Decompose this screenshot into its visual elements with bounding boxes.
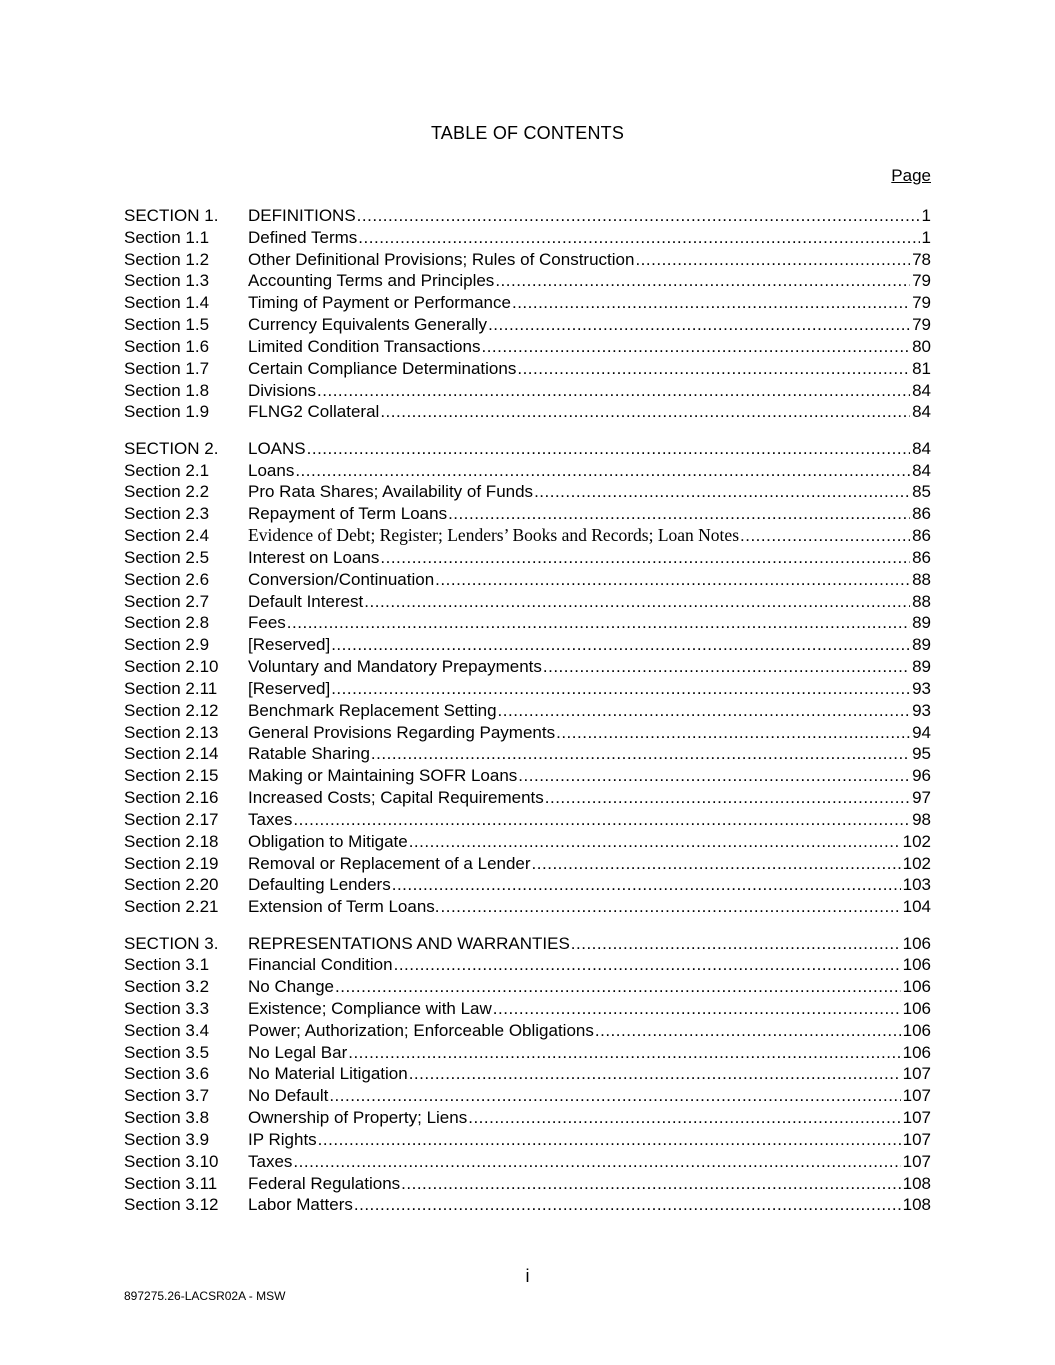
toc-entry-page: 86 <box>912 547 931 567</box>
toc-subsection-row[interactable] <box>124 1020 931 1042</box>
toc-subsection-row[interactable] <box>124 998 931 1020</box>
toc-entry-number: Section 1.4 <box>124 293 210 313</box>
toc-entry-number: SECTION 1. <box>124 206 219 225</box>
dot-leader <box>435 569 910 591</box>
dot-leader <box>495 270 910 292</box>
toc-entry-title-wrap <box>248 896 903 918</box>
toc-entry-title-wrap <box>248 503 912 525</box>
toc-entry-page: 107 <box>902 1086 931 1106</box>
toc-entry-page: 78 <box>912 249 931 269</box>
toc-section-row[interactable] <box>124 933 931 955</box>
dot-leader <box>317 380 910 402</box>
toc-entry-page: 84 <box>912 460 931 480</box>
dot-leader <box>512 292 910 314</box>
toc-entry-title-wrap <box>248 525 912 547</box>
toc-entry-number: Section 2.12 <box>124 700 219 720</box>
dot-leader <box>543 656 910 678</box>
toc-entry-number: Section 2.8 <box>124 613 210 633</box>
toc-entry-title-wrap <box>248 1194 903 1216</box>
toc-entry-title: Loans <box>248 460 295 480</box>
dot-leader <box>488 314 910 336</box>
dot-leader <box>448 503 910 525</box>
toc-section-row[interactable] <box>124 438 931 460</box>
toc-entry-title-wrap <box>248 787 912 809</box>
toc-subsection-row[interactable] <box>124 547 931 569</box>
dot-leader <box>295 460 910 482</box>
dot-leader <box>532 853 901 875</box>
toc-entry-page: 107 <box>902 1064 931 1084</box>
toc-entry-number: SECTION 2. <box>124 438 219 458</box>
toc-entry-page: 108 <box>902 1173 931 1193</box>
footer-page-number: i <box>525 1266 530 1286</box>
toc-subsection-row[interactable] <box>124 1129 931 1151</box>
toc-entry-number: Section 3.8 <box>124 1108 210 1128</box>
toc-entry-number: Section 2.17 <box>124 809 219 829</box>
toc-subsection-row[interactable] <box>124 954 931 976</box>
toc-entry-number: Section 2.9 <box>124 635 210 655</box>
page-column-heading: Page <box>891 166 931 185</box>
toc-entry-title: Existence; Compliance with Law <box>248 998 492 1018</box>
toc-entry-title: No Legal Bar <box>248 1042 348 1062</box>
toc-entry-title: Defaulting Lenders <box>248 875 391 895</box>
toc-entry-title-wrap <box>248 1129 903 1151</box>
toc-entry-page: 104 <box>902 897 931 917</box>
table-of-contents <box>124 205 931 1231</box>
toc-entry-page: 106 <box>902 1020 931 1040</box>
toc-subsection-row[interactable] <box>124 227 931 249</box>
dot-leader <box>545 787 910 809</box>
toc-subsection-row[interactable] <box>124 1151 931 1173</box>
toc-entry-number: Section 1.8 <box>124 380 210 400</box>
dot-leader <box>364 591 910 613</box>
dot-leader <box>331 678 910 700</box>
toc-entry-title-wrap <box>248 249 912 271</box>
toc-entry-page: 1 <box>921 206 931 225</box>
toc-subsection-row[interactable] <box>124 525 931 547</box>
toc-subsection-row[interactable] <box>124 743 931 765</box>
toc-entry-title: Timing of Payment or Performance <box>248 293 511 313</box>
toc-subsection-row[interactable] <box>124 1042 931 1064</box>
toc-entry-title-wrap <box>248 1063 903 1085</box>
toc-entry-page: 98 <box>912 809 931 829</box>
toc-subsection-row[interactable] <box>124 292 931 314</box>
toc-entry-title-wrap <box>248 205 922 227</box>
toc-subsection-row[interactable] <box>124 336 931 358</box>
toc-entry-page: 106 <box>902 955 931 975</box>
toc-section-group <box>124 205 931 423</box>
toc-entry-title-wrap <box>248 809 912 831</box>
dot-leader <box>740 525 910 547</box>
dot-leader <box>493 998 901 1020</box>
toc-entry-title: Currency Equivalents Generally <box>248 315 488 335</box>
toc-subsection-row[interactable] <box>124 765 931 787</box>
toc-entry-number: Section 3.4 <box>124 1020 210 1040</box>
toc-entry-number: Section 2.16 <box>124 788 219 808</box>
toc-entry-number: Section 2.15 <box>124 766 219 786</box>
toc-subsection-row[interactable] <box>124 1107 931 1129</box>
toc-entry-title-wrap <box>248 380 912 402</box>
toc-entry-title-wrap <box>248 1173 903 1195</box>
toc-entry-title-wrap <box>248 227 922 249</box>
toc-subsection-row[interactable] <box>124 1173 931 1195</box>
toc-subsection-row[interactable] <box>124 503 931 525</box>
toc-entry-title: Ownership of Property; Liens <box>248 1108 468 1128</box>
toc-entry-title-wrap <box>248 700 912 722</box>
dot-leader <box>331 634 910 656</box>
toc-entry-title: Ratable Sharing <box>248 744 370 764</box>
toc-entry-title: Interest on Loans <box>248 547 380 567</box>
toc-subsection-row[interactable] <box>124 358 931 380</box>
dot-leader <box>517 358 910 380</box>
toc-entry-number: Section 2.3 <box>124 504 210 524</box>
dot-leader <box>348 1042 900 1064</box>
toc-subsection-row[interactable] <box>124 612 931 634</box>
toc-subsection-row[interactable] <box>124 1085 931 1107</box>
toc-entry-number: Section 2.5 <box>124 547 210 567</box>
toc-subsection-row[interactable] <box>124 874 931 896</box>
toc-entry-title-wrap <box>248 998 903 1020</box>
toc-section-group <box>124 933 931 1217</box>
dot-leader <box>401 1173 900 1195</box>
toc-entry-title-wrap <box>248 292 912 314</box>
dot-leader <box>358 227 919 249</box>
toc-entry-page: 84 <box>912 380 931 400</box>
toc-entry-page: 84 <box>912 402 931 422</box>
toc-entry-title-wrap <box>248 1151 903 1173</box>
toc-entry-number: Section 2.11 <box>124 678 218 698</box>
toc-entry-title: Increased Costs; Capital Requirements <box>248 788 544 808</box>
toc-entry-title-wrap <box>248 547 912 569</box>
toc-entry-title: Making or Maintaining SOFR Loans <box>248 766 518 786</box>
toc-entry-page: 107 <box>902 1108 931 1128</box>
toc-entry-title: Evidence of Debt; Register; Lenders’ Books and Records; Loan Notes <box>248 525 739 546</box>
toc-subsection-row[interactable] <box>124 634 931 656</box>
toc-entry-page: 94 <box>912 722 931 742</box>
toc-entry-title-wrap <box>248 678 912 700</box>
dot-leader <box>468 1107 900 1129</box>
toc-entry-title: Extension of Term Loans. <box>248 897 440 917</box>
toc-entry-number: Section 2.21 <box>124 897 219 917</box>
toc-entry-title: Conversion/Continuation <box>248 569 435 589</box>
toc-entry-title: Federal Regulations <box>248 1173 401 1193</box>
toc-entry-page: 81 <box>912 358 931 378</box>
dot-leader <box>635 249 910 271</box>
dot-leader <box>354 1194 901 1216</box>
toc-entry-title-wrap <box>248 612 912 634</box>
toc-entry-title-wrap <box>248 314 912 336</box>
toc-subsection-row[interactable] <box>124 591 931 613</box>
toc-subsection-row[interactable] <box>124 656 931 678</box>
toc-title: TABLE OF CONTENTS <box>430 123 625 143</box>
toc-entry-title-wrap <box>248 336 912 358</box>
toc-entry-number: Section 2.13 <box>124 722 219 742</box>
toc-entry-page: 86 <box>912 526 931 546</box>
toc-entry-page: 89 <box>912 613 931 633</box>
toc-entry-number: Section 3.7 <box>124 1086 210 1106</box>
toc-entry-number: Section 2.4 <box>124 526 210 546</box>
toc-entry-page: 107 <box>902 1129 931 1149</box>
toc-entry-title: DEFINITIONS <box>248 206 356 225</box>
dot-leader <box>394 954 901 976</box>
toc-subsection-row[interactable] <box>124 460 931 482</box>
toc-entry-page: 106 <box>902 998 931 1018</box>
toc-subsection-row[interactable] <box>124 1063 931 1085</box>
toc-entry-page: 85 <box>912 482 931 502</box>
toc-entry-title: [Reserved] <box>248 678 331 698</box>
dot-leader <box>287 612 910 634</box>
toc-entry-title-wrap <box>248 1085 903 1107</box>
toc-entry-page: 86 <box>912 504 931 524</box>
toc-entry-page: 106 <box>902 977 931 997</box>
toc-entry-number: SECTION 3. <box>124 933 219 953</box>
toc-entry-number: Section 1.6 <box>124 336 210 356</box>
toc-entry-page: 84 <box>912 438 931 458</box>
toc-entry-page: 103 <box>902 875 931 895</box>
dot-leader <box>498 700 911 722</box>
toc-entry-number: Section 3.12 <box>124 1195 219 1215</box>
toc-entry-title: Certain Compliance Determinations <box>248 358 517 378</box>
toc-entry-title-wrap <box>248 933 903 955</box>
toc-entry-title: Divisions <box>248 380 317 400</box>
dot-leader <box>571 933 901 955</box>
toc-entry-title: Labor Matters <box>248 1195 353 1215</box>
toc-entry-page: 107 <box>902 1151 931 1171</box>
toc-entry-title: Obligation to Mitigate <box>248 831 408 851</box>
toc-entry-title: Financial Condition <box>248 955 393 975</box>
dot-leader <box>335 976 901 998</box>
toc-entry-title: Repayment of Term Loans <box>248 504 448 524</box>
toc-entry-number: Section 2.7 <box>124 591 210 611</box>
dot-leader <box>441 896 901 918</box>
toc-entry-title-wrap <box>248 874 903 896</box>
toc-entry-title: Taxes <box>248 809 293 829</box>
toc-subsection-row[interactable] <box>124 569 931 591</box>
toc-entry-title: [Reserved] <box>248 635 331 655</box>
dot-leader <box>409 831 901 853</box>
toc-entry-title-wrap <box>248 853 903 875</box>
toc-entry-number: Section 2.20 <box>124 875 219 895</box>
toc-entry-page: 80 <box>912 336 931 356</box>
toc-entry-number: Section 1.5 <box>124 315 210 335</box>
toc-subsection-row[interactable] <box>124 270 931 292</box>
dot-leader <box>481 336 910 358</box>
toc-entry-number: Section 1.2 <box>124 249 210 269</box>
toc-subsection-row[interactable] <box>124 401 931 423</box>
toc-entry-title: General Provisions Regarding Payments <box>248 722 556 742</box>
toc-entry-title-wrap <box>248 765 912 787</box>
toc-entry-number: Section 2.2 <box>124 482 210 502</box>
dot-leader <box>293 809 910 831</box>
toc-entry-title: Benchmark Replacement Setting <box>248 700 497 720</box>
toc-entry-title-wrap <box>248 1107 903 1129</box>
toc-entry-title-wrap <box>248 831 903 853</box>
toc-entry-page: 93 <box>912 700 931 720</box>
toc-entry-page: 108 <box>902 1195 931 1215</box>
toc-entry-title-wrap <box>248 743 912 765</box>
dot-leader <box>518 765 910 787</box>
toc-entry-page: 89 <box>912 635 931 655</box>
toc-entry-title: Other Definitional Provisions; Rules of Construction <box>248 249 635 269</box>
toc-entry-page: 102 <box>902 853 931 873</box>
toc-subsection-row[interactable] <box>124 853 931 875</box>
toc-section-group <box>124 438 931 918</box>
toc-entry-page: 93 <box>912 678 931 698</box>
toc-entry-page: 97 <box>912 788 931 808</box>
toc-subsection-row[interactable] <box>124 380 931 402</box>
toc-entry-page: 79 <box>912 293 931 313</box>
toc-entry-page: 106 <box>902 1042 931 1062</box>
toc-subsection-row[interactable] <box>124 1194 931 1216</box>
dot-leader <box>409 1063 901 1085</box>
toc-subsection-row[interactable] <box>124 249 931 271</box>
toc-entry-number: Section 1.7 <box>124 358 210 378</box>
toc-entry-title-wrap <box>248 634 912 656</box>
dot-leader <box>595 1020 901 1042</box>
dot-leader <box>357 205 920 227</box>
toc-entry-title-wrap <box>248 1042 903 1064</box>
toc-subsection-row[interactable] <box>124 678 931 700</box>
toc-entry-title-wrap <box>248 591 912 613</box>
document-id: 897275.26-LACSR02A - MSW <box>124 1289 286 1303</box>
toc-entry-title: FLNG2 Collateral <box>248 402 380 422</box>
toc-entry-page: 88 <box>912 569 931 589</box>
toc-entry-title-wrap <box>248 1020 903 1042</box>
toc-entry-page: 88 <box>912 591 931 611</box>
toc-subsection-row[interactable] <box>124 787 931 809</box>
toc-entry-title: LOANS <box>248 438 306 458</box>
toc-entry-number: Section 2.1 <box>124 460 210 480</box>
dot-leader <box>380 401 910 423</box>
toc-subsection-row[interactable] <box>124 722 931 744</box>
toc-entry-number: Section 1.9 <box>124 402 210 422</box>
toc-entry-title-wrap <box>248 954 903 976</box>
dot-leader <box>318 1129 901 1151</box>
toc-entry-number: Section 3.5 <box>124 1042 210 1062</box>
dot-leader <box>371 743 910 765</box>
toc-entry-page: 89 <box>912 657 931 677</box>
dot-leader <box>534 481 910 503</box>
toc-entry-title-wrap <box>248 358 912 380</box>
toc-entry-number: Section 3.9 <box>124 1129 210 1149</box>
toc-entry-title: Power; Authorization; Enforceable Obligations <box>248 1020 594 1040</box>
toc-entry-title: Taxes <box>248 1151 293 1171</box>
toc-entry-number: Section 3.11 <box>124 1173 218 1193</box>
toc-entry-title-wrap <box>248 401 912 423</box>
toc-entry-title-wrap <box>248 481 912 503</box>
toc-entry-title-wrap <box>248 569 912 591</box>
toc-entry-title: Defined Terms <box>248 227 358 247</box>
toc-entry-number: Section 1.3 <box>124 271 210 291</box>
toc-entry-number: Section 3.10 <box>124 1151 219 1171</box>
toc-entry-title: No Material Litigation <box>248 1064 408 1084</box>
toc-entry-title: No Change <box>248 977 335 997</box>
toc-entry-page: 102 <box>902 831 931 851</box>
toc-subsection-row[interactable] <box>124 896 931 918</box>
toc-entry-title: Fees <box>248 613 286 633</box>
toc-entry-number: Section 1.1 <box>124 227 210 247</box>
dot-leader <box>392 874 901 896</box>
toc-entry-page: 79 <box>912 271 931 291</box>
toc-subsection-row[interactable] <box>124 481 931 503</box>
toc-subsection-row[interactable] <box>124 314 931 336</box>
toc-entry-page: 79 <box>912 315 931 335</box>
toc-entry-number: Section 2.18 <box>124 831 219 851</box>
dot-leader <box>307 438 910 460</box>
toc-entry-number: Section 2.6 <box>124 569 210 589</box>
toc-entry-title: REPRESENTATIONS AND WARRANTIES <box>248 933 570 953</box>
toc-entry-title-wrap <box>248 270 912 292</box>
toc-entry-title: IP Rights <box>248 1129 317 1149</box>
toc-entry-title-wrap <box>248 438 912 460</box>
dot-leader <box>329 1085 900 1107</box>
toc-entry-number: Section 2.19 <box>124 853 219 873</box>
toc-entry-number: Section 3.1 <box>124 955 210 975</box>
toc-entry-page: 106 <box>902 933 931 953</box>
toc-entry-title: Pro Rata Shares; Availability of Funds <box>248 482 534 502</box>
dot-leader <box>380 547 910 569</box>
toc-entry-title: Limited Condition Transactions <box>248 336 481 356</box>
toc-section-row[interactable] <box>124 205 931 227</box>
toc-entry-number: Section 2.14 <box>124 744 219 764</box>
toc-entry-number: Section 3.6 <box>124 1064 210 1084</box>
toc-entry-number: Section 2.10 <box>124 657 219 677</box>
dot-leader <box>556 722 910 744</box>
toc-entry-title: Default Interest <box>248 591 364 611</box>
toc-subsection-row[interactable] <box>124 809 931 831</box>
toc-entry-title-wrap <box>248 656 912 678</box>
toc-subsection-row[interactable] <box>124 831 931 853</box>
toc-entry-title: Removal or Replacement of a Lender <box>248 853 531 873</box>
toc-entry-page: 1 <box>921 227 931 247</box>
toc-entry-title-wrap <box>248 976 903 998</box>
toc-subsection-row[interactable] <box>124 976 931 998</box>
toc-entry-title: Accounting Terms and Principles <box>248 271 495 291</box>
toc-entry-number: Section 3.3 <box>124 998 210 1018</box>
toc-subsection-row[interactable] <box>124 700 931 722</box>
toc-entry-title-wrap <box>248 460 912 482</box>
toc-entry-title: Voluntary and Mandatory Prepayments <box>248 657 542 677</box>
toc-entry-page: 95 <box>912 744 931 764</box>
dot-leader <box>293 1151 900 1173</box>
toc-entry-title: No Default <box>248 1086 329 1106</box>
toc-entry-page: 96 <box>912 766 931 786</box>
toc-entry-title-wrap <box>248 722 912 744</box>
toc-entry-number: Section 3.2 <box>124 977 210 997</box>
